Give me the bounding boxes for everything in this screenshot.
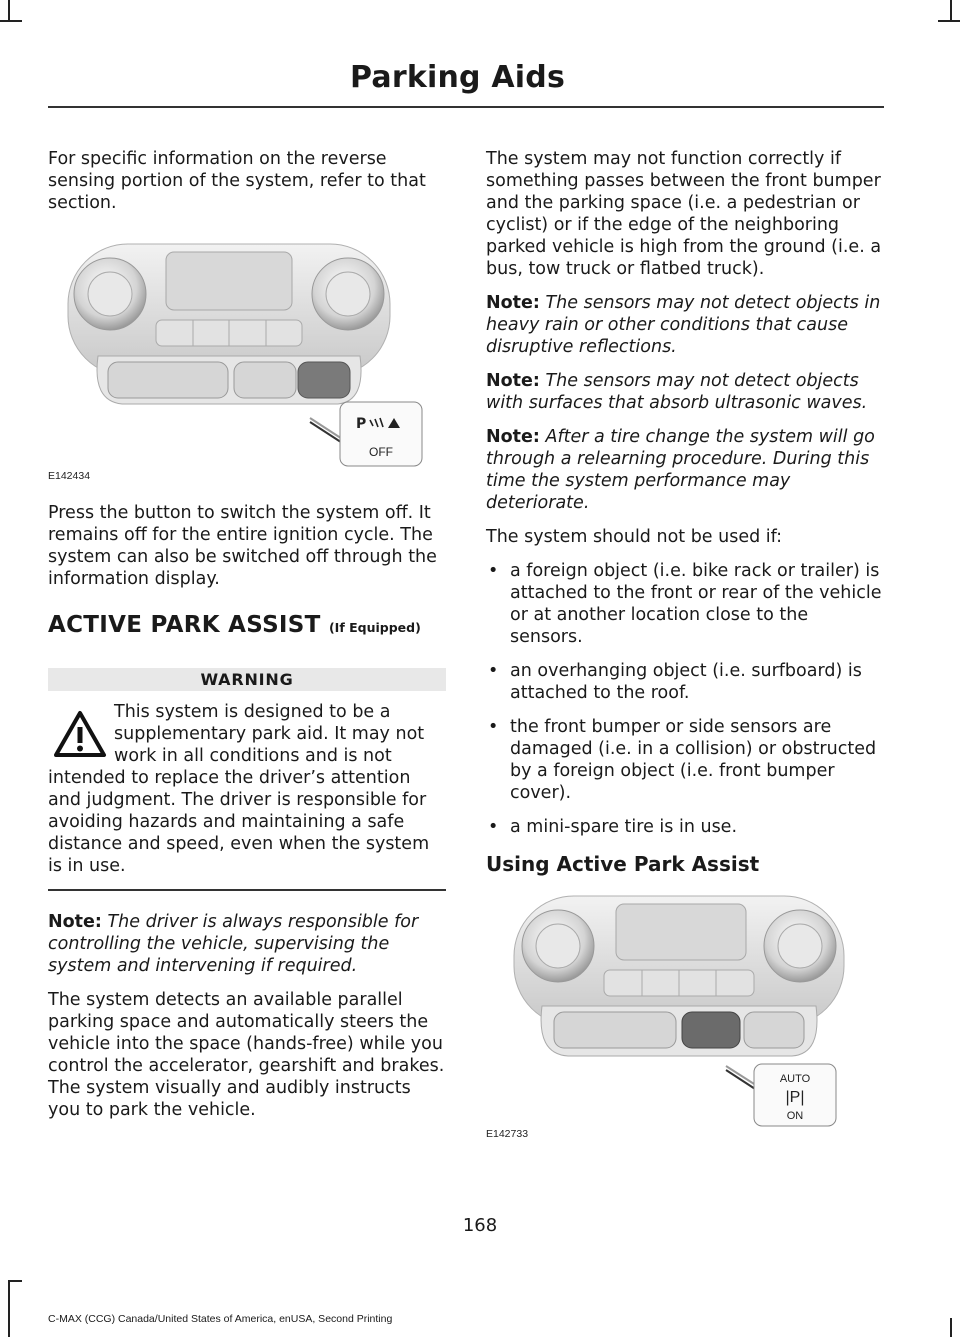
list-item: • the front bumper or side sensors are damaged (i.e. in a collision) or obstructed by a foreign object (i.e. front bumper cover). <box>488 717 877 803</box>
crop-mark <box>8 1280 10 1337</box>
left-column <box>48 148 446 1133</box>
park-label: |P| <box>785 1089 805 1106</box>
figure-code: E142733 <box>486 1128 529 1140</box>
note-text: The driver is always responsible for controlling the vehicle, supervising the system and intervening if required. <box>48 912 419 976</box>
note-label: Note: <box>486 371 540 391</box>
note-text: After a tire change the system will go through a relearning procedure. During this time the system performance may deteriorate. <box>486 427 875 513</box>
note <box>486 292 886 358</box>
limitations-paragraph: The system may not function correctly if something passes between the front bumper and the parking space (i.e. a pedestrian or cyclist) or if the edge of the neighboring parked vehicle is high from the ground (i.e. a bus, tow truck or flatbed truck). <box>486 149 882 279</box>
crop-mark <box>938 20 960 22</box>
list-item: • a mini-spare tire is in use. <box>488 817 738 837</box>
note-label: Note: <box>486 293 540 313</box>
warning-text: This system is designed to be a supplementary park aid. It may not work in all conditions and is not intended to replace the driver’s attention and judgment. The driver is responsible for avoiding hazards and maintaining a safe distance and speed, even when the system is in use. <box>48 702 430 876</box>
subheading: Using Active Park Assist <box>486 852 760 876</box>
right-column <box>486 148 886 1160</box>
usage-conditions-list <box>486 560 886 838</box>
list-item-text: a foreign object (i.e. bike rack or trailer) is attached to the front or rear of the vehicle or at another location close to the sensors. <box>510 561 882 647</box>
list-item-text: a mini-spare tire is in use. <box>510 817 738 837</box>
intro-paragraph: For specific information on the reverse sensing portion of the system, refer to that section. <box>48 149 426 213</box>
section-suffix: (If Equipped) <box>328 620 421 635</box>
page-number: 168 <box>462 1215 498 1236</box>
header-divider <box>48 106 884 108</box>
figure-auto-park-button <box>486 886 886 1142</box>
on-label: ON <box>786 1110 804 1122</box>
note-label: Note: <box>48 912 102 932</box>
svg-text:P: P <box>356 416 367 432</box>
note-text: The sensors may not detect objects in heavy rain or other conditions that cause disruptive reflections. <box>486 293 881 357</box>
figure-off-button <box>48 226 446 484</box>
figure-code: E142434 <box>48 470 91 482</box>
note <box>48 911 446 977</box>
list-item-text: an overhanging object (i.e. surfboard) is attached to the roof. <box>510 661 862 703</box>
note-label: Note: <box>486 427 540 447</box>
warning-divider <box>48 889 446 891</box>
warning-body <box>48 701 446 877</box>
warning-heading: WARNING <box>48 668 446 691</box>
section-heading <box>48 612 446 638</box>
list-item: • an overhanging object (i.e. surfboard) is attached to the roof. <box>488 661 862 703</box>
off-label: OFF <box>369 445 393 459</box>
note <box>486 370 886 414</box>
section-title: ACTIVE PARK ASSIST <box>48 612 321 638</box>
auto-label: AUTO <box>779 1073 811 1085</box>
switch-off-paragraph: Press the button to switch the system off. It remains off for the entire ignition cycle. The system can also be switched off through the information display. <box>48 503 437 589</box>
description-paragraph: The system detects an available parallel parking space and automatically steers the vehicle into the space (hands-free) while you control the accelerator, gearshift and brakes. The system visually and audibly instructs you to park the vehicle. <box>48 990 445 1120</box>
control-panel-illustration <box>48 226 446 484</box>
list-item: • a foreign object (i.e. bike rack or trailer) is attached to the front or rear of the vehicle or at another location close to the sensors. <box>488 561 882 647</box>
crop-mark <box>950 1318 952 1337</box>
warning-triangle-icon <box>52 705 108 761</box>
crop-mark <box>8 0 10 22</box>
note-text: The sensors may not detect objects with surfaces that absorb ultrasonic waves. <box>486 371 868 413</box>
crop-mark <box>8 1280 22 1282</box>
crop-mark <box>0 20 22 22</box>
crop-mark <box>950 0 952 22</box>
list-item-text: the front bumper or side sensors are damaged (i.e. in a collision) or obstructed by a foreign object (i.e. front bumper cover). <box>510 717 877 803</box>
control-panel-illustration <box>486 886 886 1142</box>
footer-text: C-MAX (CCG) Canada/United States of America, enUSA, Second Printing <box>48 1313 393 1325</box>
page-title: Parking Aids <box>350 60 565 95</box>
usage-intro: The system should not be used if: <box>486 527 783 547</box>
note <box>486 426 886 514</box>
